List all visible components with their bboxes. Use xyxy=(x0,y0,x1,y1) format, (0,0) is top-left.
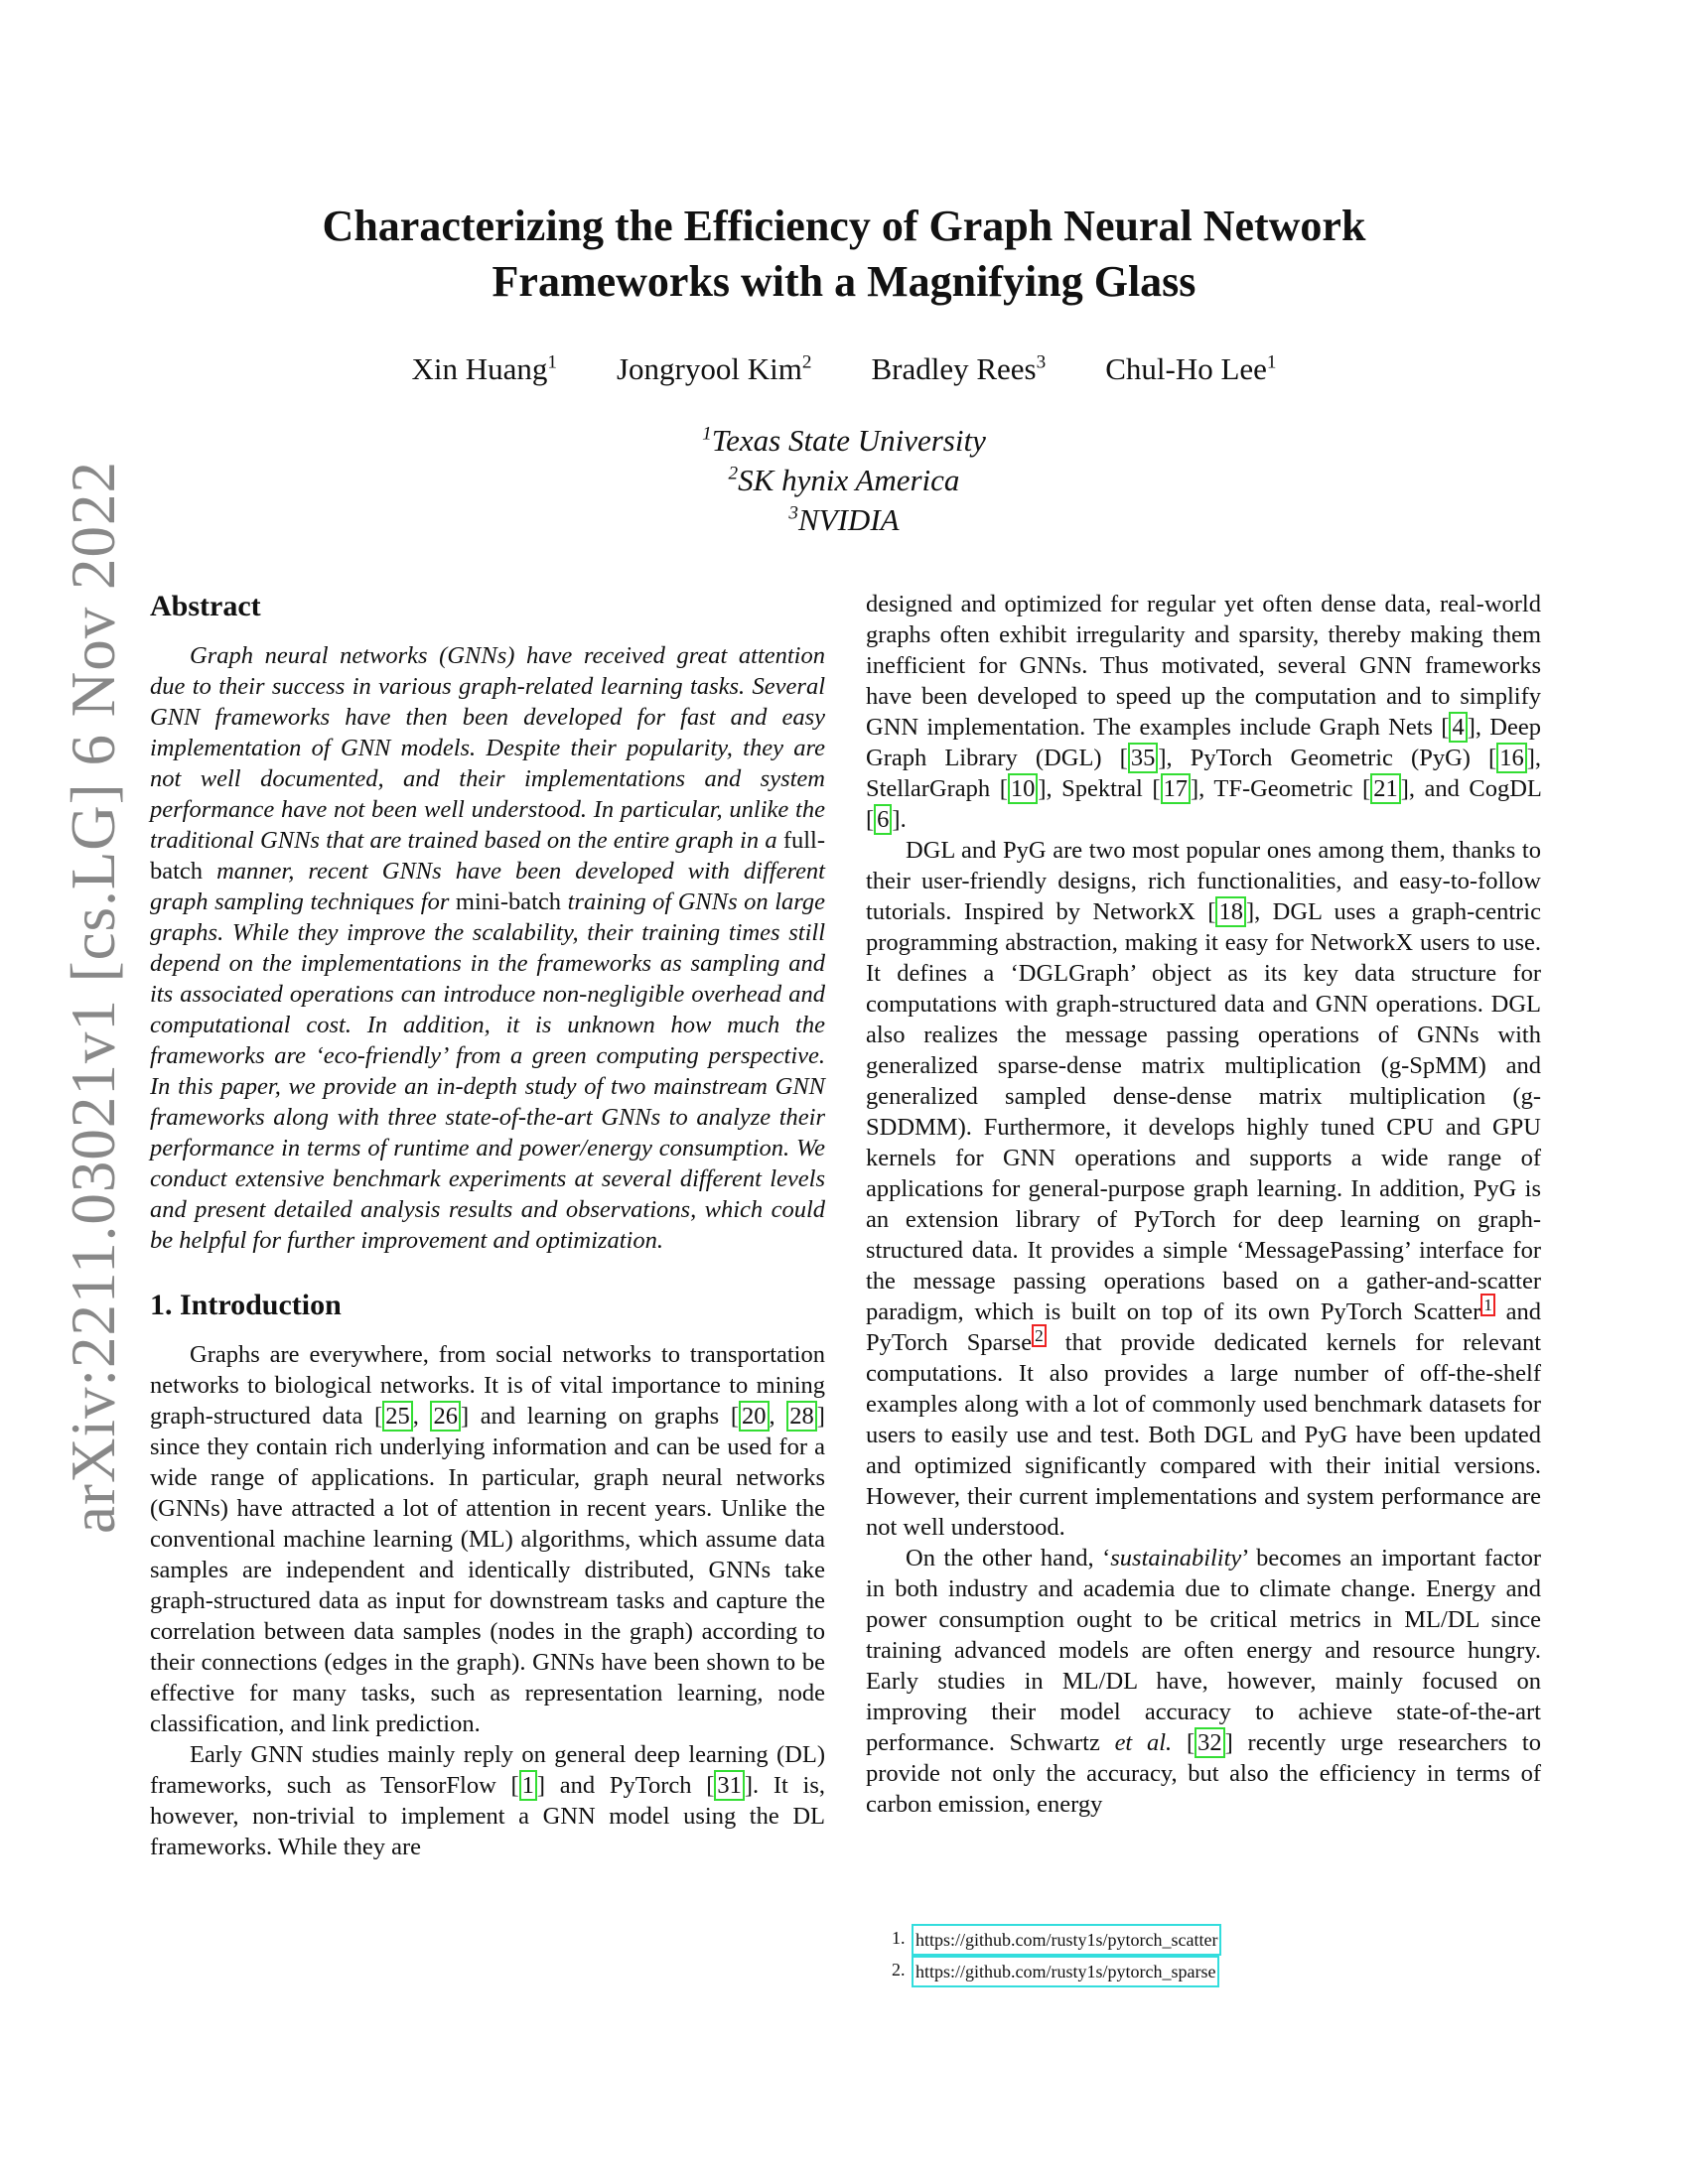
arxiv-stamp: arXiv:2211.03021v1 [cs.LG] 6 Nov 2022 xyxy=(59,460,128,1534)
abstract-text: Graph neural networks (GNNs) have received great attention due to their success in various graph-related learning tasks. Several GNN frameworks have then been developed for fast and easy implementation of GNN models. Despite their popularity, they are not well documented, and their implementations and system performance have not been well understood. In particular, unlike the traditional GNNs that are trained based on the entire graph in a full-batch manner, recent GNNs have been developed with different graph sampling techniques for mini-batch training of GNNs on large graphs. While they improve the scalability, their training times still depend on the implementations in the frameworks as sampling and its associated operations can introduce non-negligible overhead and computational cost. In addition, it is unknown how much the frameworks are ‘eco-friendly’ from a green computing perspective. In this paper, we provide an in-depth study of two mainstream GNN frameworks along with three state-of-the-art GNNs to analyze their performance in terms of runtime and power/energy consumption. We conduct extensive benchmark experiments at several different levels and present detailed analysis results and observations, which could be helpful for further improvement and optimization. xyxy=(150,642,826,1254)
affiliations xyxy=(0,421,1688,540)
citation-link[interactable]: 16 xyxy=(1496,743,1527,773)
footnotes xyxy=(892,1924,1221,1987)
footnote-link[interactable]: 1 xyxy=(1480,1294,1495,1316)
citation-link[interactable]: 32 xyxy=(1195,1727,1225,1758)
citation-link[interactable]: 17 xyxy=(1161,773,1192,804)
affiliation: $^1$Texas State University xyxy=(702,423,986,458)
intro-paragraph-1: Graphs are everywhere, from social networks to transportation networks to biological networks. It is of vital importance to mining graph-structured data [ 25 , 26 ] and learning on graphs [ 20 , 28 ] since they contain rich underlying information and can be used for a wide range of applications. In particular, graph neural networks (GNNs) have attracted a lot of attention in recent years. Unlike the conventional machine learning (ML) algorithms, which assume data samples are independent and identically distributed, GNNs take graph-structured data as input for downstream tasks and capture the correlation between data samples (nodes in the graph) according to their connections (edges in the graph). GNNs have been shown to be effective for many tasks, such as representation learning, node classification, and link prediction. xyxy=(150,1341,825,1737)
title-line-2: Frameworks with a Magnifying Glass xyxy=(492,257,1196,306)
citation-link[interactable]: 18 xyxy=(1215,896,1246,927)
citation-link[interactable]: 4 xyxy=(1449,712,1467,743)
footnote-link[interactable]: 2 xyxy=(1032,1324,1047,1347)
citation-link[interactable]: 28 xyxy=(786,1401,817,1432)
author: Xin Huang$^1$ xyxy=(411,351,557,386)
title-line-1: Characterizing the Efficiency of Graph Neural Network xyxy=(322,202,1366,250)
author-list xyxy=(0,351,1688,387)
right-paragraph-1: designed and optimized for regular yet often dense data, real-world graphs often exhibit irregularity and sparsity, thereby making them inefficient for GNNs. Thus motivated, several GNN frameworks have been developed to speed up the computation and to simplify GNN implementation. The examples include Graph Nets [ 4 ], Deep Graph Library (DGL) [ 35 ], PyTorch Geometric (PyG) [ 16 ], StellarGraph [ 10 ], Spektral [ 17 ], TF-Geometric [ 21 ], and CogDL [ 6 ]. xyxy=(866,591,1542,833)
citation-link[interactable]: 1 xyxy=(519,1770,537,1801)
author: Bradley Rees$^3$ xyxy=(871,351,1047,386)
left-column xyxy=(150,589,825,1862)
right-column xyxy=(866,589,1541,1820)
citation-link[interactable]: 35 xyxy=(1128,743,1159,773)
citation-link[interactable]: 26 xyxy=(430,1401,461,1432)
footnote-url-link[interactable]: https://github.com/rusty1s/pytorch_scatter xyxy=(912,1924,1221,1956)
citation-link[interactable]: 20 xyxy=(739,1401,770,1432)
author: Jongryool Kim$^2$ xyxy=(616,351,812,386)
author: Chul-Ho Lee$^1$ xyxy=(1105,351,1277,386)
citation-link[interactable]: 25 xyxy=(382,1401,413,1432)
affiliation: $^3$NVIDIA xyxy=(788,502,900,537)
citation-link[interactable]: 6 xyxy=(874,804,892,835)
abstract-heading: Abstract xyxy=(150,590,261,622)
citation-link[interactable]: 31 xyxy=(714,1770,745,1801)
footnote-url-link[interactable]: https://github.com/rusty1s/pytorch_sparse xyxy=(912,1956,1219,1987)
paper-title xyxy=(0,199,1688,310)
footnote: 1. https://github.com/rusty1s/pytorch_scatter xyxy=(892,1924,1221,1956)
intro-heading: 1. Introduction xyxy=(150,1289,342,1321)
citation-link[interactable]: 10 xyxy=(1008,773,1039,804)
right-paragraph-3: On the other hand, ‘sustainability’ becomes an important factor in both industry and academia due to climate change. Energy and power consumption ought to be critical metrics in ML/DL since training advanced models are often energy and resource hungry. Early studies in ML/DL have, however, mainly focused on improving their model accuracy to achieve state-of-the-art performance. Schwartz et al. [ 32 ] recently urge researchers to provide not only the accuracy, but also the efficiency in terms of carbon emission, energy xyxy=(866,1545,1542,1818)
affiliation: $^2$SK hynix America xyxy=(728,463,960,497)
intro-paragraph-2: Early GNN studies mainly reply on general deep learning (DL) frameworks, such as TensorFlow [ 1 ] and PyTorch [ 31 ]. It is, however, non-trivial to implement a GNN model using the DL frameworks. While they are xyxy=(150,1741,825,1860)
footnote: 2. https://github.com/rusty1s/pytorch_sparse xyxy=(892,1956,1221,1987)
citation-link[interactable]: 21 xyxy=(1370,773,1401,804)
right-paragraph-2: DGL and PyG are two most popular ones among them, thanks to their user-friendly designs, rich functionalities, and easy-to-follow tutorials. Inspired by NetworkX [ 18 ], DGL uses a graph-centric programming abstraction, making it easy for NetworkX users to use. It defines a ‘DGLGraph’ object as its key data structure for computations with graph-structured data and GNN operations. DGL also realizes the message passing operations of GNNs with generalized sparse-dense matrix multiplication (g-SpMM) and generalized sampled dense-dense matrix multiplication (g-SDDMM). Furthermore, it develops highly tuned CPU and GPU kernels for GNN operations and supports a wide range of applications for general-purpose graph learning. In addition, PyG is an extension library of PyTorch for deep learning on graph-structured data. It provides a simple ‘MessagePassing’ interface for the message passing operations based on a gather-and-scatter paradigm, which is built on top of its own PyTorch Scatter $^1$ and PyTorch Sparse $^2$ that provide dedicated kernels for relevant computations. It also provides a large number of off-the-shelf examples along with a lot of commonly used benchmark datasets for users to easily use and test. Both DGL and PyG have been updated and optimized significantly compared with their initial versions. However, their current implementations and system performance are not well understood. xyxy=(866,837,1542,1541)
